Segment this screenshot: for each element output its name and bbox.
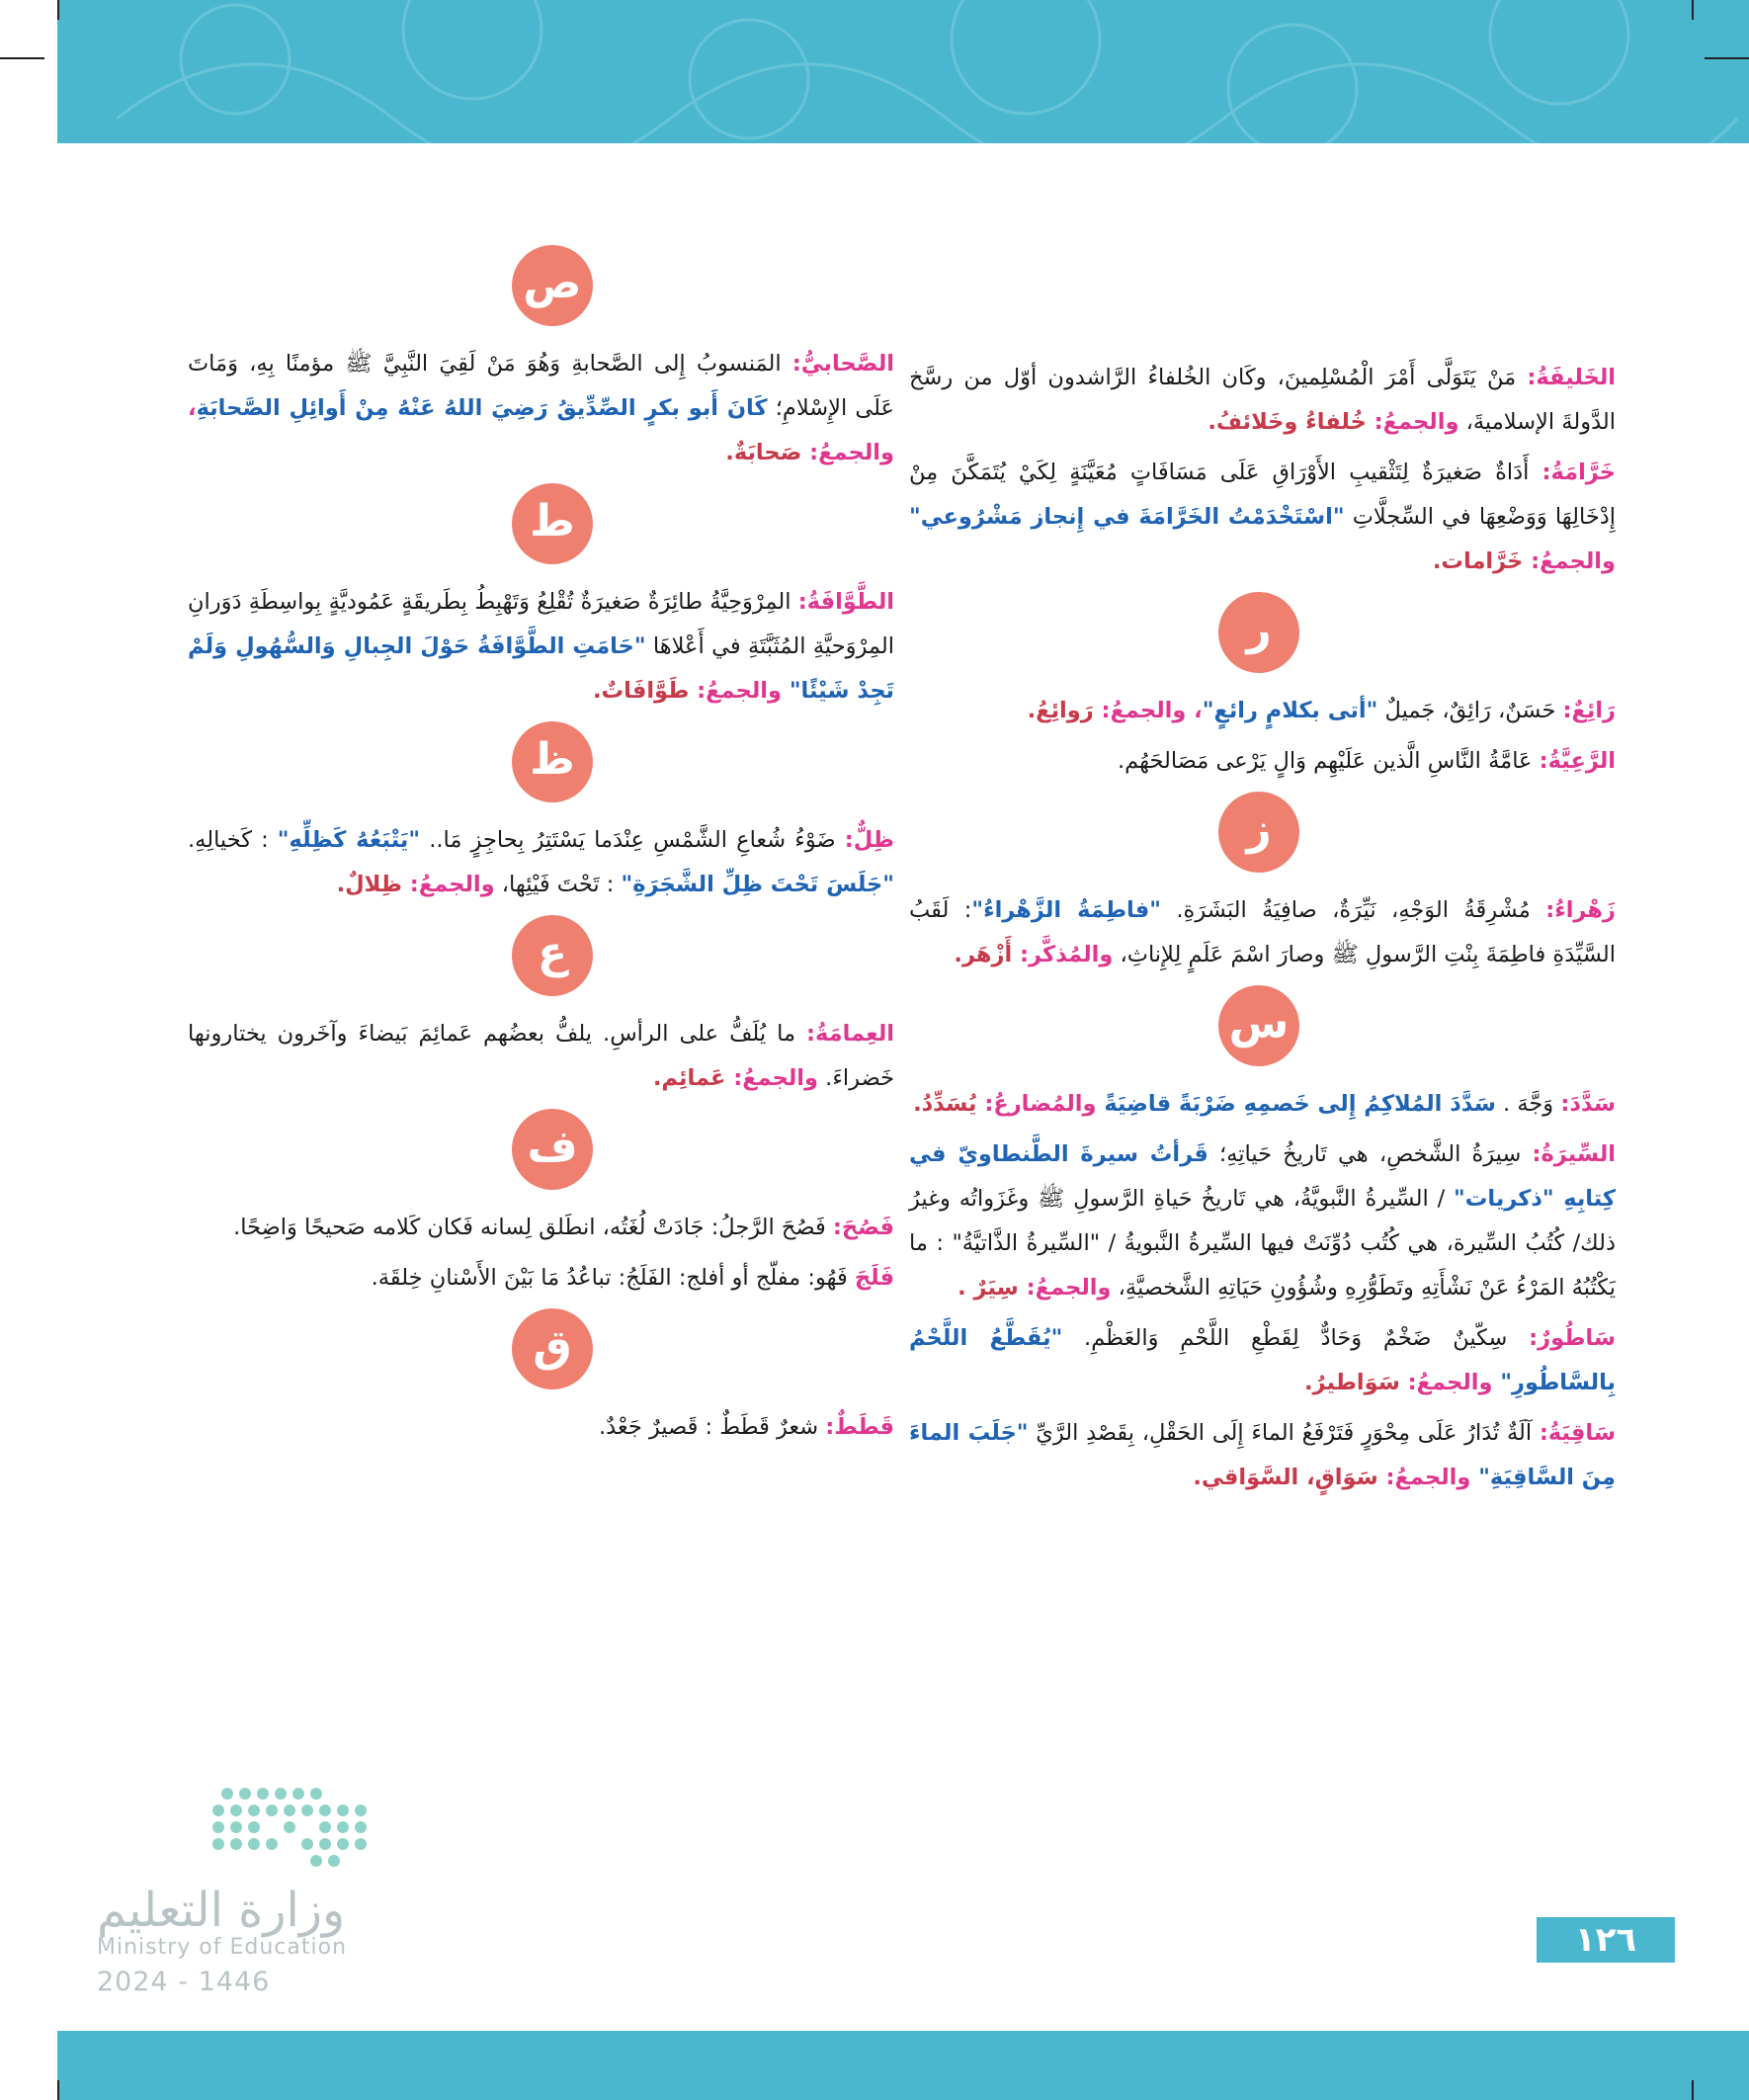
entry-raie: رَائِعٌ: حَسَنٌ، رَائِقٌ، جَميلٌ "أتى بكلامٍ رائعٍ"، والجمعُ: رَوائِعُ. [1027, 698, 1616, 723]
ministry-name-arabic: وزارة التعليم [97, 1883, 346, 1938]
letter-heading-fa: ف [512, 1109, 593, 1190]
crop-mark [1705, 57, 1749, 59]
entry-zahraa: زَهْراءُ: مُشْرِقَةُ الوَجْهِ، نَيِّرَةٌ، صافِيَةُ البَشَرَةِ. "فاطِمَةُ الزَّهْراءُ": لَقَبُ السَّيِّدَةِ فاطِمَةَ بِنْتِ الرَّسولِ ﷺ وصارَ اسْمَ عَلَمٍ لِلإِناثِ، والمُذكَّر: أَزْهَر. [909, 897, 1616, 967]
entry-fasuha: فَصُحَ: فَصُحَ الرَّجلُ: جَادَتْ لُغَتُه، انطَلق لِسانه فَكان كَلامه صَحيحًا وَاضِحًا. [233, 1215, 894, 1240]
entry-imama: العِمامَةُ: ما يُلَفُّ على الرأسِ. يلفُّ بعضُهم عَمائِمَ بَيضاءَ وآخَرون يختارونها خَضراءَ. والجمعُ: عَمائِم. [188, 1021, 894, 1091]
entry-khalifa: الخَليفَةُ: مَنْ يَتَوَلَّى أَمْرَ الْمُسْلِمينَ، وكَان الخُلفاءُ الرَّاشدون أوّل من رسَّخ الدَّولةَ الإسلاميةَ، والجمعُ: خُلفاءُ وخَلائفُ. [909, 365, 1616, 435]
letter-heading-sin: س [1218, 985, 1299, 1066]
entry-sira: السِّيرَةُ: سِيرَةُ الشَّخصِ، هي تَاريخُ حَياتِهِ؛ قَرأتُ سيرةَ الطَّنطاويّ في كِتابِهِ "ذكريات" / السِّيرةُ النَّبويَّةُ، هي تَاريخُ حَياةِ الرَّسولِ ﷺ وغَزَواتُه وغيرُ ذلك/ كُتُبُ السِّيرة، هي كُتُب دُوِّنَتْ فيها السِّيرةُ النَّبويةُ / "السِّيرةُ الذَّاتيَّةُ" : ما يَكْتُبُهُ المَرْءُ عَنْ نَشْأَتِهِ وتَطَوُّرِهِ وشُؤُونِ حَيَاتِهِ الشَّخصيَّةِ، والجمعُ: سِيَرٌ . [909, 1141, 1616, 1301]
crop-mark [57, 2080, 59, 2100]
letter-heading-ain: ع [512, 915, 593, 996]
entry-zill: ظِلٌّ: ضَوْءُ شُعاعِ الشَّمْسِ عِنْدَما يَسْتَتِرُ بِحاجِزٍ مَا.. "يَتْبَعُهُ كَظِلِّهِ" : كَخيالِهِ. "جَلَسَ تَحْتَ ظِلِّ الشَّجَرَةِ" : تَحْتَ فَيْئِها، والجمعُ: ظِلالٌ. [188, 827, 894, 897]
crop-mark [0, 57, 44, 59]
left-column [188, 237, 894, 1456]
entry-qatat: قَطَطٌ: شعرٌ قَطَطٌ : قَصيرٌ جَعْدٌ. [599, 1414, 894, 1440]
right-column [909, 356, 1616, 1506]
letter-heading-sad: ص [512, 245, 593, 326]
letter-heading-ra: ر [1218, 592, 1299, 673]
bottom-decorative-band [57, 2031, 1749, 2100]
letter-heading-zay: ز [1218, 792, 1299, 873]
entry-satour: سَاطُورٌ: سِكّينٌ ضَخْمٌ وَحَادٌّ لِقَطْعِ اللَّحْمِ وَالعَظْمِ. "يُقَطَّعُ اللَّحْمُ بِالسَّاطُورِ" والجمعُ: سَوَاطيرُ. [909, 1325, 1616, 1395]
edition-year: 2024 - 1446 [97, 1967, 271, 1997]
page-number: ١٢٦ [1537, 1917, 1675, 1963]
crop-mark [1692, 0, 1694, 20]
entry-kharrama: خَرَّامَةُ: أَدَاةٌ صَغيرَةٌ لِتَثْقيبِ الأَوْرَاقِ عَلَى مَسَافَاتٍ مُعَيَّنَةٍ لِكَيْ يُتَمَكَّنَ مِنْ إِدْخَالِهَا وَوَضْعِهَا في السِّجلَّاتِ "اسْتَخْدَمْتُ الخَرَّامَةَ في إِنجاز مَشْرُوعي" والجمعُ: خَرَّامات. [909, 460, 1617, 574]
entry-saddada: سَدَّدَ: وَجَّهَ . سَدَّدَ المُلاكِمُ إِلى خَصمِهِ ضَرْبَةً قاضِيَةً والمُضارعُ: يُسَدِّدُ. [913, 1091, 1616, 1117]
top-decorative-band [57, 0, 1749, 143]
entry-falaj: فَلَجَ فَهُو: مفلّج أو أفلج: الفَلَجُ: تباعُدُ مَا بَيْنَ الأَسْنانِ خِلقَة. [371, 1265, 894, 1291]
arabesque-pattern-icon [57, 0, 1749, 143]
letter-heading-za: ظ [512, 721, 593, 802]
ministry-name-english: Ministry of Education [97, 1935, 348, 1960]
entry-tawwafa: الطَّوَّافَةُ: المِرْوَحِيَّةُ طائِرَةٌ صَغيرَةٌ تُقْلِعُ وَتَهْبِطُ بِطَريقَةٍ عَمُوديَّةٍ بِواسِطَةِ دَوَرانِ المِرْوَحيَّةِ المُثَبَّتَةِ في أَعْلاهَا "حَامَتِ الطَّوَّافَةُ حَوْلَ الجِبالِ وَالسُّهُولِ وَلَمْ تَجِدْ شَيْئًا" والجمعُ: طَوَّافَاتٌ. [188, 589, 894, 704]
crop-mark [57, 0, 59, 20]
entry-raeiyya: الرَّعِيَّةُ: عَامَّةُ النَّاسِ الَّذين عَلَيْهِم وَالٍ يَرْعى مَصَالحَهُم. [1118, 748, 1616, 774]
entry-sahabi: الصَّحابيُّ: المَنسوبُ إِلى الصَّحابةِ وَهُوَ مَنْ لَقِيَ النَّبِيَّ ﷺ مؤمنًا بِهِ، وَمَاتَ عَلَى الإِسْلامِ؛ كَانَ أَبو بكرٍ الصِّدِّيقُ رَضِيَ اللهُ عَنْهُ مِنْ أَوائِلِ الصَّحابَةِ، والجمعُ: صَحابَةٌ. [188, 351, 894, 465]
entry-saqiya: سَاقِيَةُ: آلَةٌ تُدَارُ عَلَى مِحْوَرٍ فَتَرْفَعُ الماءَ إِلَى الحَقْلِ، بِقَصْدِ الرَّيِّ "جَلَبَ الماءَ مِنَ السَّاقِيَةِ" والجمعُ: سَوَاقٍ، السَّوَاقي. [909, 1420, 1616, 1490]
letter-heading-qaf: ق [512, 1308, 593, 1389]
crop-mark [1692, 2080, 1694, 2100]
letter-heading-ta: ط [512, 483, 593, 564]
